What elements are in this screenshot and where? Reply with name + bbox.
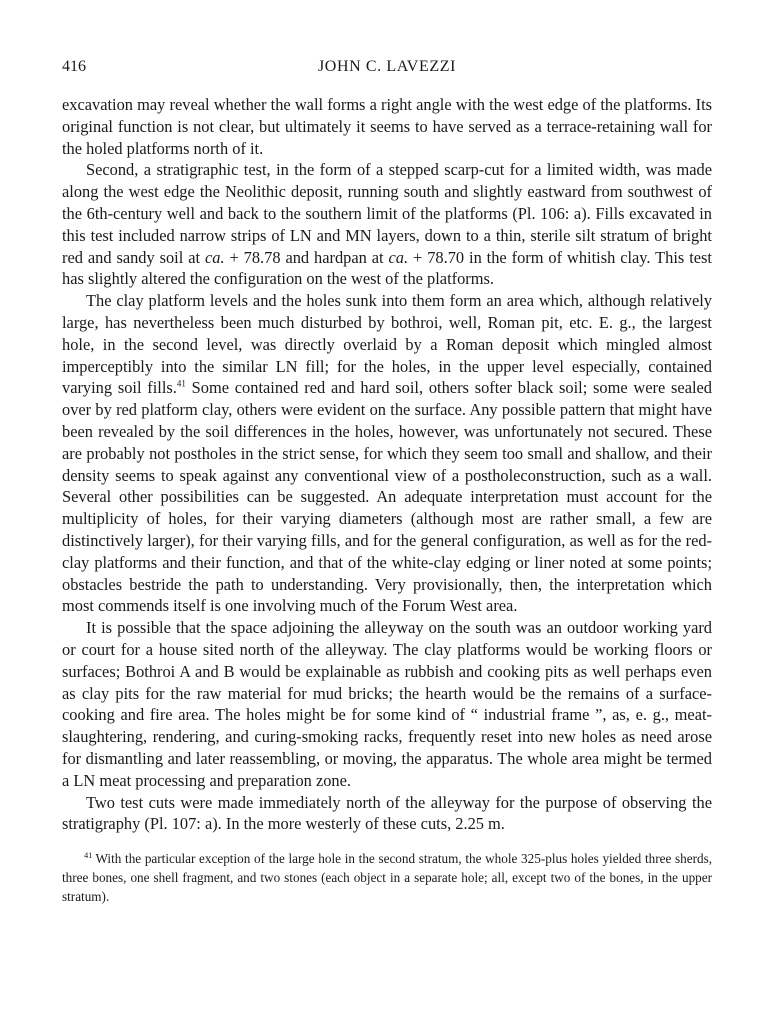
- paragraph: [62, 617, 712, 791]
- running-head: [62, 56, 712, 80]
- footnote-reference[interactable]: 41: [176, 378, 186, 389]
- paragraph-text: Two test cuts were made immediately north of the alleyway for the purpose of observing the stratigraphy (Pl. 107: a). In the more westerly of these cuts, 2.25 m.: [62, 792, 712, 834]
- paragraph-text: The clay platform levels and the holes sunk into them form an area which, although relatively large, has nevertheless been much disturbed by bothroi, well, Roman pit, etc. E. g., the largest hole, in the second level, was directly overlaid by a Roman deposit which mingled almost imperceptibly into the similar LN fill; for the holes, in the upper level especially, contained varying soil fills.: [62, 291, 712, 398]
- paragraph-text: + 78.78 and hardpan at: [224, 247, 389, 267]
- paragraph-text: It is possible that the space adjoining the alleyway on the south was an outdoor working yard or court for a house sited north of the alleyway. The clay platforms would be working floors or surfaces; Bothroi A and B would be explainable as rubbish and cooking pits as well perhaps even as clay pits for the raw material for mud bricks; the hearth would be the remains of a surface-cooking and fire area. The holes might be for some kind of “ industrial frame ”, as, e. g., meat-slaughtering, rendering, and curing-smoking racks, frequently reset into new holes as need arose for dismantling and later reassembling, or moving, the apparatus. The whole area might be termed a LN meat processing and preparation zone.: [62, 618, 712, 790]
- paragraph: [62, 792, 712, 836]
- italic-abbreviation: ca.: [204, 247, 225, 267]
- italic-abbreviation: ca.: [388, 247, 409, 267]
- page-number: 416: [62, 58, 86, 75]
- body-text: [62, 94, 712, 835]
- footnote-marker: 41: [84, 849, 93, 860]
- paragraph: [62, 290, 712, 617]
- footnote: [62, 849, 712, 906]
- running-head-author: JOHN C. LAVEZZI: [317, 58, 457, 75]
- footnote-text: With the particular exception of the large hole in the second stratum, the whole 325-plus holes yielded three sherds, three bones, one shell fragment, and two stones (each object in a separate hole; all, except two of the bones, in the upper stratum).: [62, 851, 712, 905]
- paragraph: [62, 94, 712, 159]
- paragraph-text: Some contained red and hard soil, others softer black soil; some were sealed over by red platform clay, others were evident on the surface. Any possible pattern that might have been revealed by the soil differences in the holes, however, was unfortunately not secured. These are probably not postholes in the strict sense, for which they seem too small and shallow, and their density seems to speak against any conventional view of a postholeconstruction, such as a wall. Several other possibilities can be suggested. An adequate interpretation must account for the multiplicity of holes, for their varying diameters (although most are rather small, a few are distinctively larger), for their varying fills, and for the general configuration, as well as for the red-clay platforms and their function, and that of the white-clay edging or liner noted at some points; obstacles bestride the path to understanding. Very provisionally, then, the interpretation which most commends itself is one involving much of the Forum West area.: [62, 378, 712, 616]
- paragraph-text: + 78.70 in the form of whitish clay. This test has slightly altered the configuration on the west of the platforms.: [62, 247, 712, 289]
- paragraph: [62, 159, 712, 290]
- paragraph-text: excavation may reveal whether the wall forms a right angle with the west edge of the platforms. Its original function is not clear, but ultimately it seems to have served as a terrace-retaining wall for the holed platforms north of it.: [62, 95, 712, 158]
- paragraph-text: Second, a stratigraphic test, in the form of a stepped scarp-cut for a limited width, was made along the west edge the Neolithic deposit, running south and slightly eastward from southwest of the 6th-century well and back to the southern limit of the platforms (Pl. 106: a). Fills excavated in this test included narrow strips of LN and MN layers, down to a thin, sterile silt stratum of bright red and sandy soil at: [62, 160, 712, 267]
- document-page: [62, 56, 712, 906]
